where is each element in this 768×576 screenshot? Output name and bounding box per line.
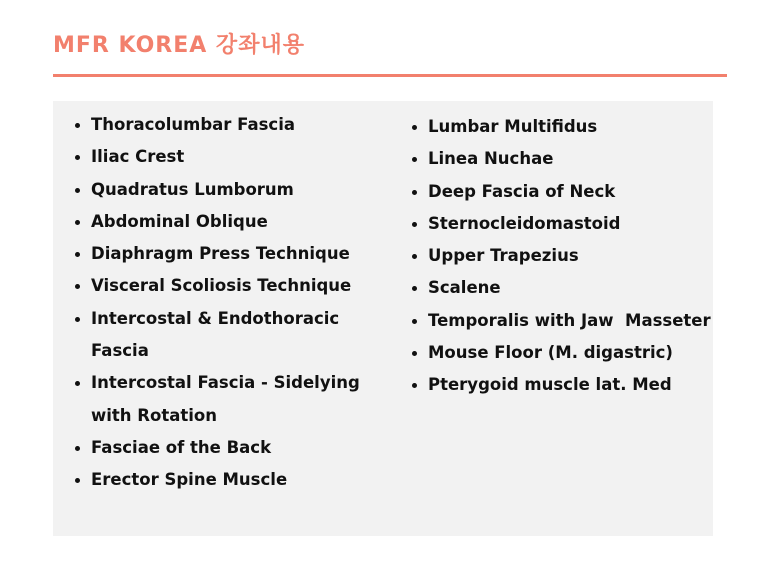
list-item: Lumbar Multifidus — [410, 111, 708, 143]
list-item: Fasciae of the Back — [73, 432, 391, 464]
list-item: Sternocleidomastoid — [410, 208, 708, 240]
page-title: MFR KOREA 강좌내용 — [53, 33, 305, 58]
list-item: Upper Trapezius — [410, 240, 708, 272]
list-item: Quadratus Lumborum — [73, 174, 391, 206]
list-item: Erector Spine Muscle — [73, 464, 391, 496]
list-item: Thoracolumbar Fascia — [73, 109, 391, 141]
list-item: Scalene — [410, 272, 708, 304]
list-item: Linea Nuchae — [410, 143, 708, 175]
list-item: Abdominal Oblique — [73, 206, 391, 238]
list-item: Pterygoid muscle lat. Med — [410, 369, 708, 401]
list-item: Mouse Floor (M. digastric) — [410, 337, 708, 369]
list-item: Deep Fascia of Neck — [410, 176, 708, 208]
topic-list-left — [73, 109, 391, 497]
list-item: Diaphragm Press Technique — [73, 238, 391, 270]
list-item: Intercostal & Endothoracic Fascia — [73, 303, 391, 368]
list-item: Temporalis with Jaw Masseter — [410, 305, 708, 337]
title-underline — [53, 74, 727, 77]
list-item: Iliac Crest — [73, 141, 391, 173]
list-item: Intercostal Fascia - Sidelying with Rotation — [73, 367, 391, 432]
list-item: Visceral Scoliosis Technique — [73, 270, 391, 302]
topic-list-right — [410, 111, 711, 402]
